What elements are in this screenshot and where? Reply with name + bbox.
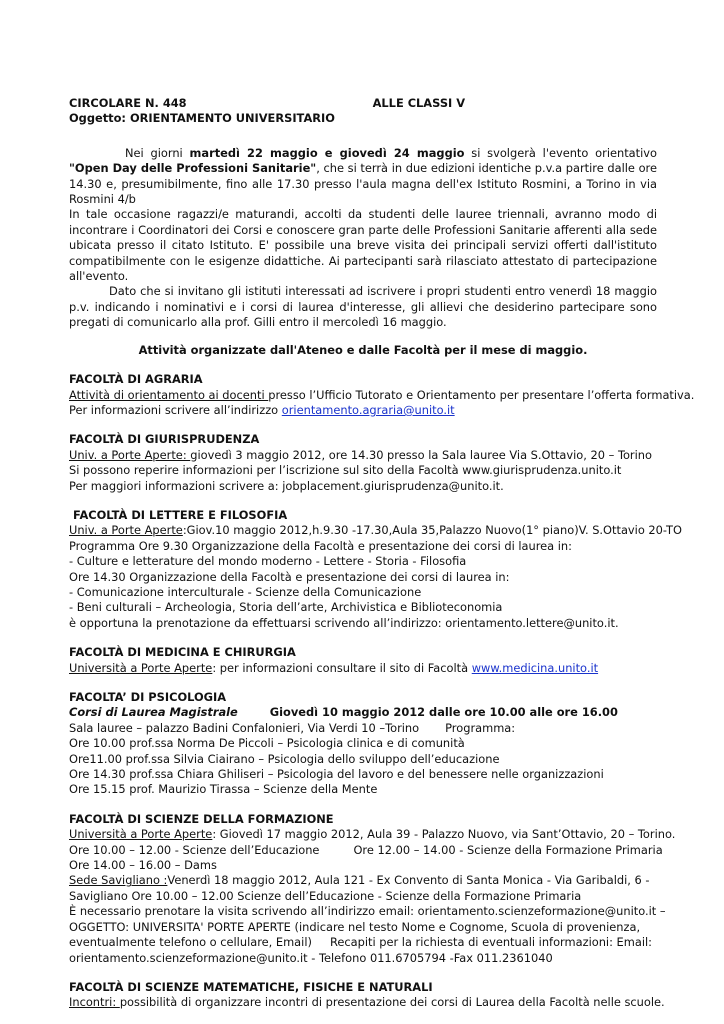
website-link-medicina[interactable]: www.medicina.unito.it xyxy=(471,660,599,675)
activity-label: Università a Porte Aperte xyxy=(69,827,213,842)
section-agraria xyxy=(69,372,695,418)
section-title: FACOLTA’ DI PSICOLOGIA xyxy=(69,690,227,704)
info-text: Per informazioni scrivere all’indirizzo xyxy=(69,402,282,417)
activity-label: Univ. a Porte Aperte: xyxy=(69,447,191,462)
program-line: Programma Ore 9.30 Organizzazione della Facoltà e presentazione dei corsi di laurea in: xyxy=(69,538,572,553)
section-psicologia xyxy=(69,690,657,798)
activity-text: possibilità di organizzare incontri di presentazione dei corsi di Laurea della Facoltà nelle scuole. xyxy=(119,995,665,1010)
program-line: Ore11.00 prof.ssa Silvia Ciairano – Psicologia dello sviluppo dell’educazione xyxy=(69,751,500,766)
intro-paragraph-3: Dato che si invitano gli istituti interessati ad iscrivere i propri studenti entro venerdì 18 maggio p.v. indicando i nominativi e i corsi di laurea d'interesse, gli allievi che desiderino partecipare sono pregati di comunicarlo alla prof. Gilli entro il mercoledì 16 maggio. xyxy=(69,284,657,330)
info-text: Si possono reperire informazioni per l’iscrizione sul sito della Facoltà www.giurisprudenza.unito.it xyxy=(69,463,622,478)
section-lettere xyxy=(69,507,682,631)
section-title: FACOLTÀ DI AGRARIA xyxy=(69,372,203,387)
activities-title: Attività organizzate dall'Ateneo e dalle Facoltà per il mese di maggio. xyxy=(138,342,588,357)
program-line: è opportuna la prenotazione da effettuarsi scrivendo all’indirizzo: orientamento.lettere@unito.it. xyxy=(69,615,619,630)
info-text: orientamento.scienzeformazione@unito.it - Telefono 011.6705794 -Fax 011.2361040 xyxy=(69,950,553,965)
intro-text: Nei giorni xyxy=(125,145,190,160)
program-line: Ore 15.15 prof. Maurizio Tirassa – Scienze della Mente xyxy=(69,782,378,797)
circolare-number: CIRCOLARE N. 448 xyxy=(69,96,187,110)
activity-label: Incontri: xyxy=(69,995,120,1010)
activity-text: presso l’Ufficio Tutorato e Orientamento per presentare l’offerta formativa. xyxy=(268,387,695,402)
program-line: Ore 10.00 – 12.00 - Scienze dell’Educazione xyxy=(69,842,320,857)
program-line: - Culture e letterature del mondo moderno - Lettere - Storia - Filosofia xyxy=(69,554,467,569)
event-name: "Open Day delle Professioni Sanitarie" xyxy=(69,161,317,176)
activity-label: Sede Savigliano : xyxy=(69,873,168,888)
program-line: Ore 10.00 prof.ssa Norma De Piccoli – Psicologia clinica e di comunità xyxy=(69,736,465,751)
section-title: FACOLTÀ DI SCIENZE DELLA FORMAZIONE xyxy=(69,811,334,826)
program-line: Ore 14.30 prof.ssa Chiara Ghiliseri – Psicologia del lavoro e del benessere nelle organizzazioni xyxy=(69,767,604,782)
section-medicina xyxy=(69,645,657,676)
activity-text: Venerdì 18 maggio 2012, Aula 121 - Ex Convento di Santa Monica - Via Garibaldi, 6 - xyxy=(167,873,650,888)
info-text: OGGETTO: UNIVERSITA' PORTE APERTE (indicare nel testo Nome e Cognome, Scuola di provenienza, xyxy=(69,919,641,934)
intro-paragraph-1 xyxy=(69,146,657,208)
activity-label: Università a Porte Aperte xyxy=(69,660,213,675)
info-text: eventualmente telefono o cellulare, Email) xyxy=(69,935,312,950)
course-type: Corsi di Laurea Magistrale xyxy=(69,705,238,720)
activity-text: giovedì 3 maggio 2012, ore 14.30 presso la Sala lauree Via S.Ottavio, 20 – Torino xyxy=(190,447,652,462)
program-line: - Beni culturali – Archeologia, Storia dell’arte, Archivistica e Biblioteconomia xyxy=(69,600,503,615)
program-line: - Comunicazione interculturale - Scienze della Comunicazione xyxy=(69,584,422,599)
section-title: FACOLTÀ DI MEDICINA E CHIRURGIA xyxy=(69,645,296,660)
document-page xyxy=(69,96,695,1011)
program-line: Ore 14.30 Organizzazione della Facoltà e presentazione dei corsi di laurea in: xyxy=(69,569,510,584)
activity-label: Univ. a Porte Aperte xyxy=(69,523,183,538)
email-link-agraria[interactable]: orientamento.agraria@unito.it xyxy=(281,402,455,417)
info-text: Recapiti per la richiesta di eventuali informazioni: Email: xyxy=(329,935,652,950)
recipients: ALLE CLASSI V xyxy=(372,96,466,110)
section-formazione xyxy=(69,811,676,966)
intro-text: , che si terrà in due edizioni identiche p.v.a partire dalle ore 14.30 e, presumibilmente, fino alle 17.30 presso l'aula magna dell'ex Istituto Rosmini, a Torino in via Rosmini 4/b xyxy=(69,161,657,207)
info-text: È necessario prenotare la visita scrivendo all’indirizzo email: orientamento.scienzeformazione@unito.it – xyxy=(69,904,666,919)
activity-text: : Giovedì 17 maggio 2012, Aula 39 - Palazzo Nuovo, via Sant’Ottavio, 20 – Torino. xyxy=(212,827,676,842)
program-line: Savigliano Ore 10.00 – 12.00 Scienze dell’Educazione - Scienze della Formazione Primaria xyxy=(69,888,582,903)
section-giurisprudenza xyxy=(69,432,657,494)
intro-text: si svolgerà l'evento orientativo xyxy=(464,145,657,160)
section-matematiche xyxy=(69,979,665,1011)
section-title: FACOLTÀ DI GIURISPRUDENZA xyxy=(69,432,260,447)
subject-line: Oggetto: ORIENTAMENTO UNIVERSITARIO xyxy=(69,111,335,126)
program-line: Ore 12.00 – 14.00 - Scienze della Formazione Primaria xyxy=(353,842,663,857)
program-line: Ore 14.00 – 16.00 – Dams xyxy=(69,858,217,873)
activity-text: :Giov.10 maggio 2012,h.9.30 -17.30,Aula 35,Palazzo Nuovo(1° piano)V. S.Ottavio 20-TO xyxy=(182,523,682,538)
info-text: Per maggiori informazioni scrivere a: jobplacement.giurisprudenza@unito.it. xyxy=(69,478,504,493)
header-line xyxy=(69,96,657,111)
event-date: Giovedì 10 maggio 2012 dalle ore 10.00 alle ore 16.00 xyxy=(269,705,618,720)
activity-label: Attività di orientamento ai docenti xyxy=(69,387,269,402)
activity-text: : per informazioni consultare il sito di Facoltà xyxy=(212,660,472,675)
section-title: FACOLTÀ DI LETTERE E FILOSOFIA xyxy=(69,507,288,522)
intro-paragraph-2: In tale occasione ragazzi/e maturandi, accolti da studenti delle lauree triennali, avranno modo di incontrare i Coordinatori dei Corsi e conoscere gran parte delle Professioni Sanitarie afferenti alla sede ubicata presso il citato Istituto. E' possibile una breve visita dei principali servizi offerti dall'istituto compatibilmente con le esigenze didattiche. Ai partecipanti sarà rilasciato attestato di partecipazione all'evento. xyxy=(69,207,657,284)
program-label: Programma: xyxy=(445,720,516,735)
venue-text: Sala lauree – palazzo Badini Confalonieri, Via Verdi 10 –Torino xyxy=(69,720,420,735)
intro-dates: martedì 22 maggio e giovedì 24 maggio xyxy=(189,145,465,160)
section-title: FACOLTÀ DI SCIENZE MATEMATICHE, FISICHE E NATURALI xyxy=(69,979,433,994)
